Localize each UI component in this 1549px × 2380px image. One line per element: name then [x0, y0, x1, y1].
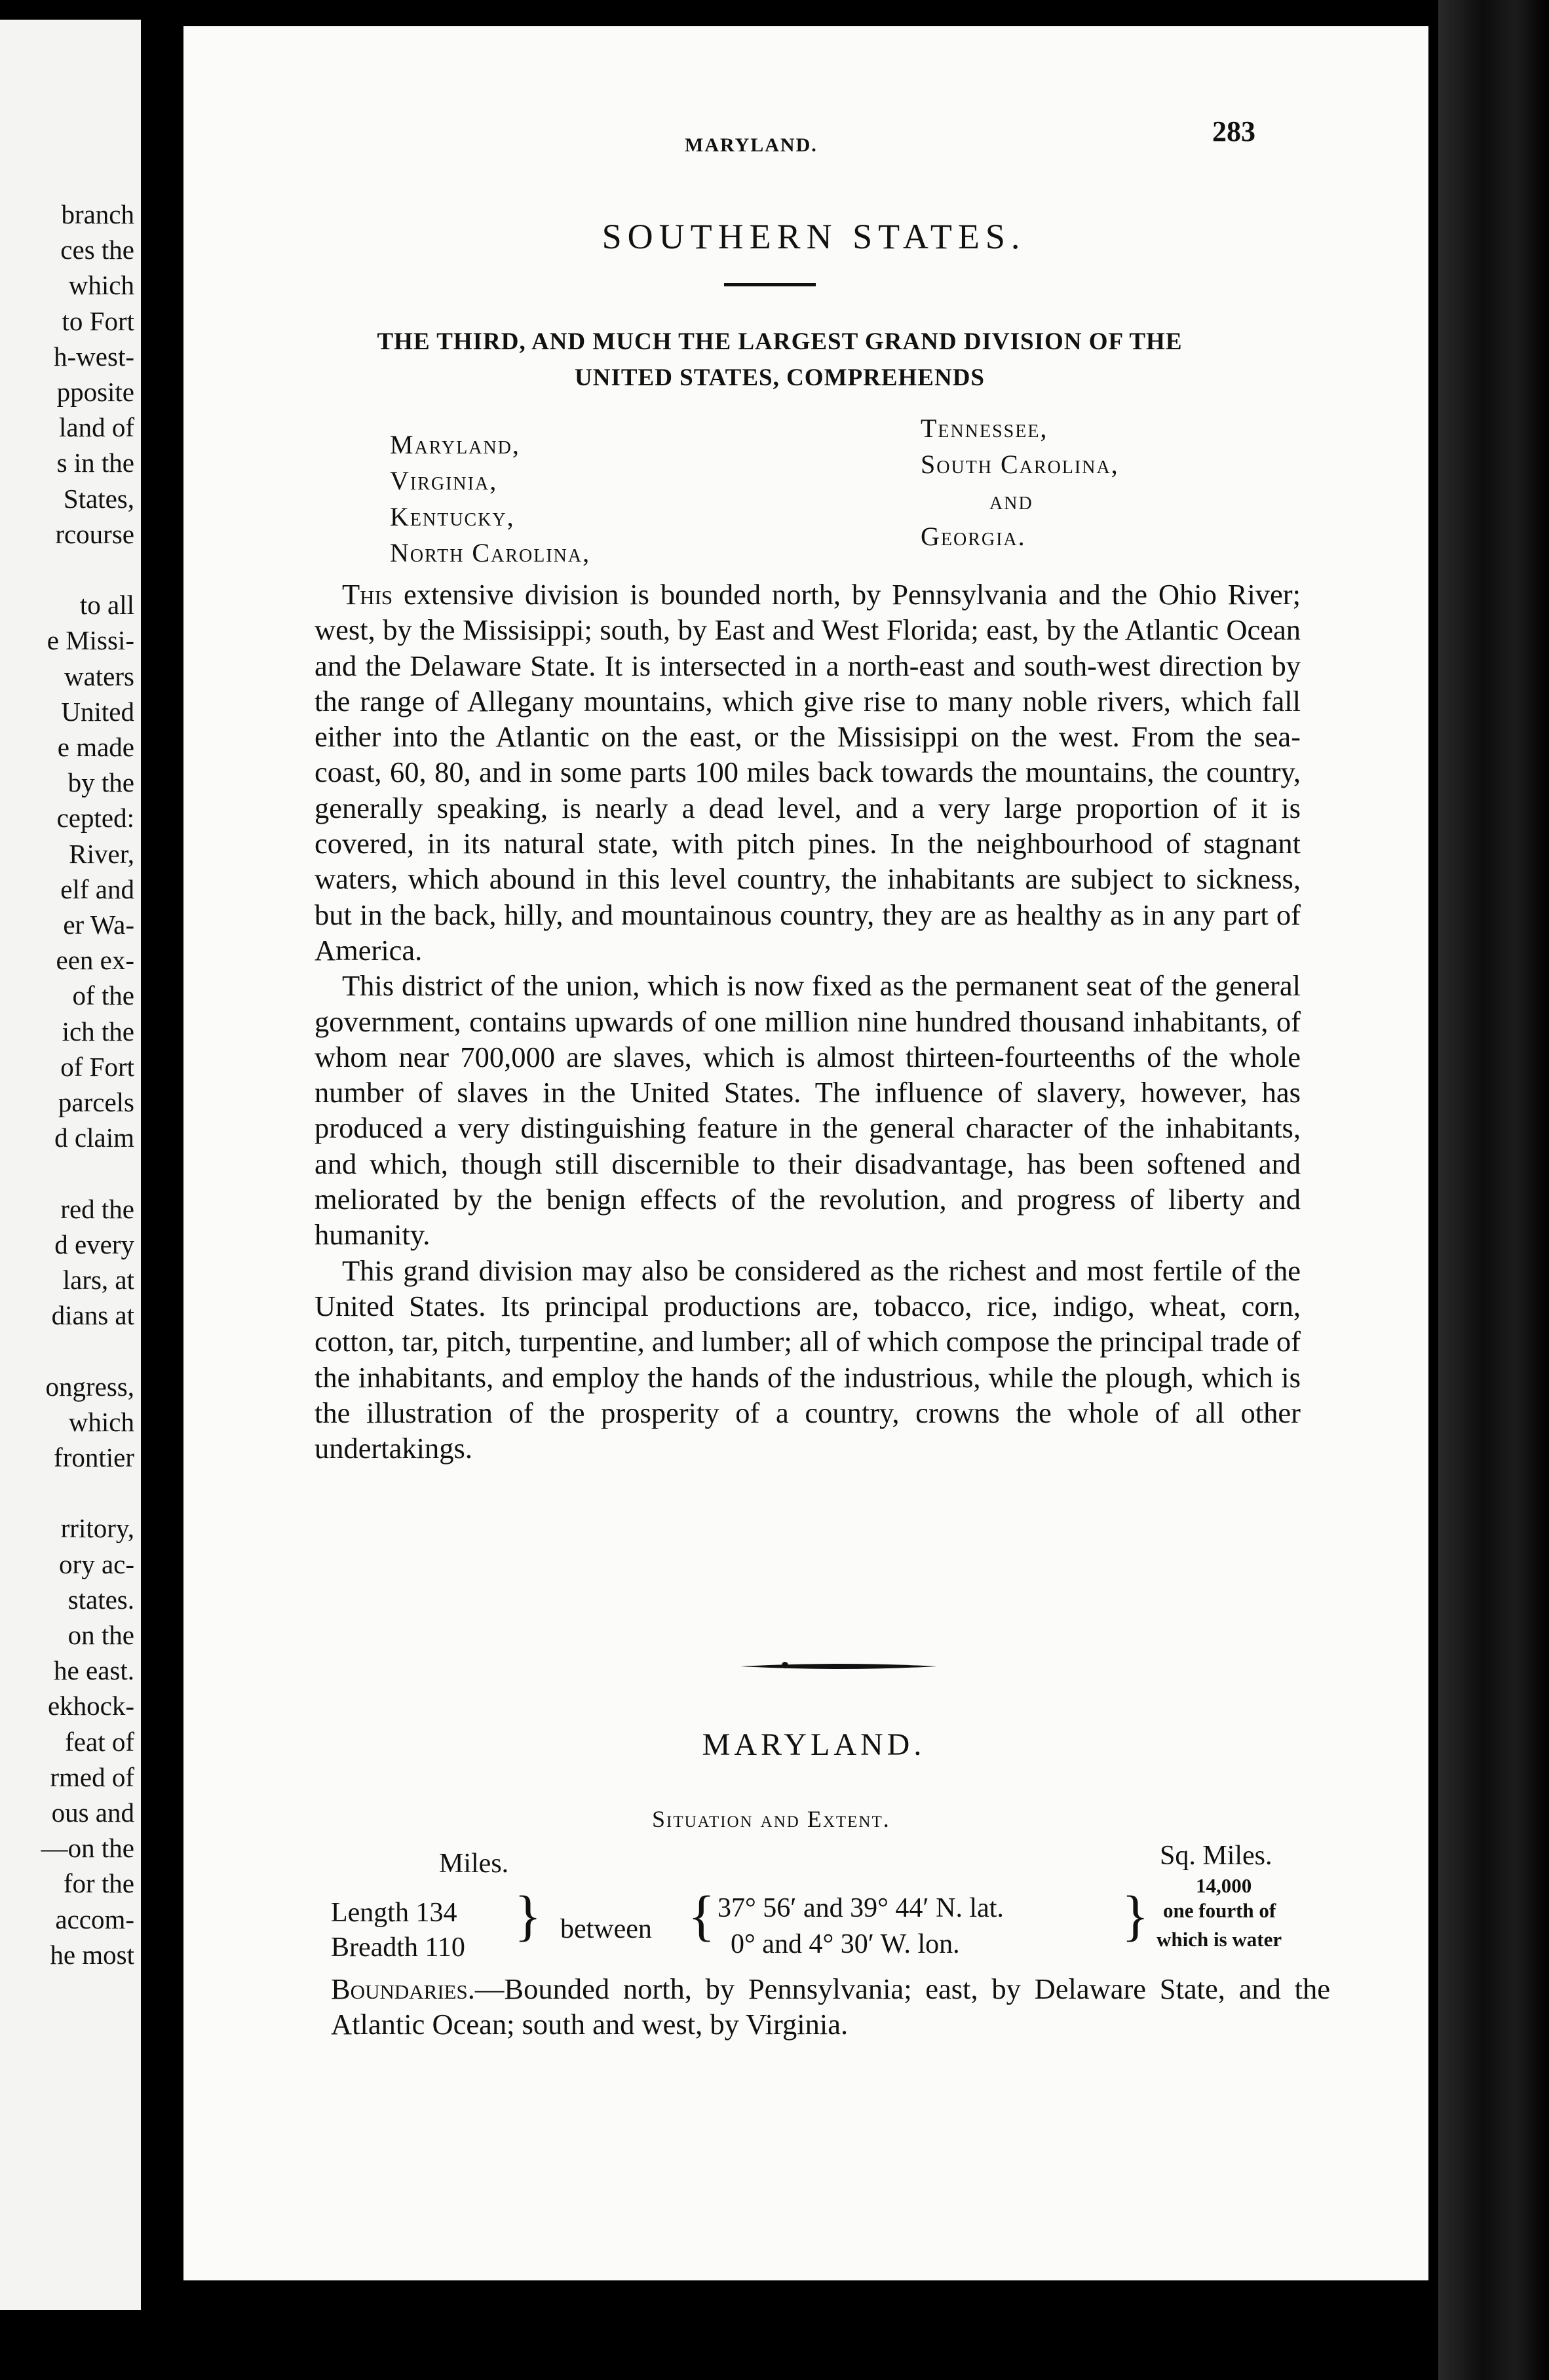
state-conjunction: and: [989, 486, 1033, 515]
facing-page-line: h-west-: [54, 341, 134, 372]
facing-page-line: ory ac-: [59, 1548, 134, 1579]
latitude-range: 37° 56′ and 39° 44′ N. lat.: [717, 1893, 1004, 1923]
facing-page-line: d claim: [54, 1123, 134, 1153]
facing-page-line: he most: [50, 1939, 134, 1970]
facing-page-line: ekhock-: [47, 1691, 134, 1721]
state-name: Kentucky,: [390, 502, 515, 531]
facing-page-line: s in the: [56, 448, 134, 478]
breadth-value: Breadth 110: [331, 1932, 465, 1963]
ornament-rule-icon: [740, 1661, 937, 1672]
facing-page-line: dians at: [51, 1300, 134, 1331]
facing-page-line: to all: [79, 590, 134, 621]
area-note: one fourth of: [1163, 1899, 1276, 1922]
page-number: 283: [1212, 115, 1255, 147]
facing-page-line: to Fort: [62, 305, 134, 336]
facing-page-line: cepted:: [56, 803, 134, 834]
paragraph: [315, 577, 1301, 968]
left-brace-icon: {: [688, 1884, 716, 1947]
right-brace-icon: }: [1122, 1884, 1149, 1947]
facing-page-line: by the: [67, 767, 134, 798]
paragraph-text: extensive division is bounded north, by Pennsylvania and the Ohio River; west, by the Missisippi; south, by East and West Florida; east, by the Atlantic Ocean and the Delaware State. It is intersected in a north-east and south-west direction by the range of Allegany mountains, which give rise to many noble rivers, which fall either into the Atlantic on the east, or the Missisippi on the west. From the sea-coast, 60, 80, and in some parts 100 miles back towards the mountains, the country, generally speaking, is nearly a dead level, and a very large proportion of it is covered, in its natural state, with pitch pines. In the neighbourhood of stagnant waters, which abound in this level country, the inhabitants are subject to sickness, but in the back, hilly, and mountainous country, they are as healthy as in any part of America.: [315, 578, 1301, 967]
section-title: MARYLAND.: [702, 1727, 926, 1762]
state-name: Tennessee,: [921, 413, 1048, 443]
right-brace-icon: }: [514, 1884, 542, 1947]
state-name: North Carolina,: [390, 538, 591, 567]
area-value: 14,000: [1196, 1874, 1252, 1897]
division-subheading: UNITED STATES, COMPREHENDS: [575, 364, 985, 391]
page-title: SOUTHERN STATES.: [602, 217, 1026, 256]
state-name: South Carolina,: [921, 450, 1119, 479]
facing-page-fragment: [0, 20, 141, 2310]
facing-page-line: he east.: [54, 1655, 134, 1686]
paragraph-text: This grand division may also be considered as the richest and most fertile of the United States. Its principal productions are, tobacco, rice, indigo, wheat, corn, cotton, tar, pitch, turpentine, and lumber; all of which compose the principal trade of the inhabitants, and employ the hands of the industrious, while the plough, which is the illustration of the prosperity of a country, crowns the whole of all other undertakings.: [315, 1254, 1301, 1465]
boundaries-text: [331, 1971, 1330, 2043]
facing-page-line: which: [68, 1406, 134, 1437]
facing-page-line: rcourse: [55, 518, 134, 549]
miles-header: Miles.: [439, 1849, 509, 1879]
paragraph-text: —Bounded north, by Pennsylvania; east, by Delaware State, and the Atlantic Ocean; south and west, by Virginia.: [331, 1972, 1330, 2041]
facing-page-line: feat of: [65, 1726, 134, 1757]
paragraph: [315, 968, 1301, 1252]
facing-page-line: er Wa-: [63, 910, 134, 940]
facing-page-line: ces the: [60, 235, 134, 265]
division-heading: THE THIRD, AND MUCH THE LARGEST GRAND DIVISION OF THE: [377, 328, 1183, 355]
facing-page-line: branch: [61, 199, 134, 229]
facing-page-line: which: [68, 270, 134, 301]
longitude-range: 0° and 4° 30′ W. lon.: [731, 1929, 960, 1959]
between-label: between: [560, 1914, 652, 1944]
length-value: Length 134: [331, 1898, 457, 1928]
facing-page-line: River,: [69, 838, 134, 869]
facing-page-line: for the: [63, 1868, 134, 1899]
facing-page-line: accom-: [55, 1904, 134, 1934]
sq-miles-header: Sq. Miles.: [1160, 1841, 1272, 1871]
area-note: which is water: [1157, 1928, 1282, 1951]
facing-page-line: of the: [72, 980, 134, 1011]
facing-page-line: pposite: [56, 377, 134, 407]
facing-page-line: e Missi-: [47, 625, 134, 656]
facing-page-line: lars, at: [62, 1265, 134, 1295]
facing-page-line: waters: [64, 661, 134, 691]
facing-page-line: red the: [60, 1193, 134, 1224]
facing-page-line: United: [61, 696, 134, 727]
facing-page-line: elf and: [60, 873, 134, 904]
facing-page-line: ongress,: [45, 1371, 134, 1402]
state-name: Virginia,: [390, 466, 498, 495]
book-edge-shadow: [1438, 0, 1549, 2380]
facing-page-line: d every: [54, 1229, 134, 1259]
facing-page-line: rritory,: [60, 1513, 134, 1544]
facing-page-line: frontier: [54, 1442, 134, 1472]
facing-page-line: states.: [67, 1584, 134, 1615]
facing-page-line: e made: [57, 732, 134, 762]
facing-page-line: land of: [59, 412, 134, 443]
section-subheading: Situation and Extent.: [652, 1806, 890, 1832]
state-name: Georgia.: [921, 522, 1026, 551]
state-name: Maryland,: [390, 430, 520, 459]
body-text: [315, 577, 1301, 1466]
running-head: MARYLAND.: [685, 134, 818, 156]
title-rule: [724, 283, 816, 286]
facing-page-line: ous and: [51, 1797, 134, 1828]
facing-page-line: ich the: [62, 1016, 134, 1046]
facing-page-line: parcels: [58, 1087, 134, 1117]
facing-page-line: een ex-: [56, 945, 134, 976]
facing-page-line: —on the: [41, 1833, 134, 1864]
paragraph-lead: This: [342, 578, 393, 611]
facing-page-line: on the: [67, 1620, 134, 1650]
facing-page-line: of Fort: [60, 1051, 134, 1082]
paragraph: [315, 1253, 1301, 1467]
boundaries-label: Boundaries.: [331, 1972, 475, 2005]
paragraph: [331, 1971, 1330, 2043]
paragraph-text: This district of the union, which is now fixed as the permanent seat of the general government, contains upwards of one million nine hundred thousand inhabitants, of whom near 700,000 are slaves, which is almost thirteen-fourteenths of the whole number of slaves in the United States. The influence of slavery, however, has produced a very distinguishing feature in the general character of the inhabitants, and which, though still discernible to their disadvantage, has been softened and meliorated by the benign effects of the revolution, and progress of liberty and humanity.: [315, 969, 1301, 1252]
facing-page-line: States,: [63, 483, 134, 514]
facing-page-line: rmed of: [50, 1761, 134, 1792]
